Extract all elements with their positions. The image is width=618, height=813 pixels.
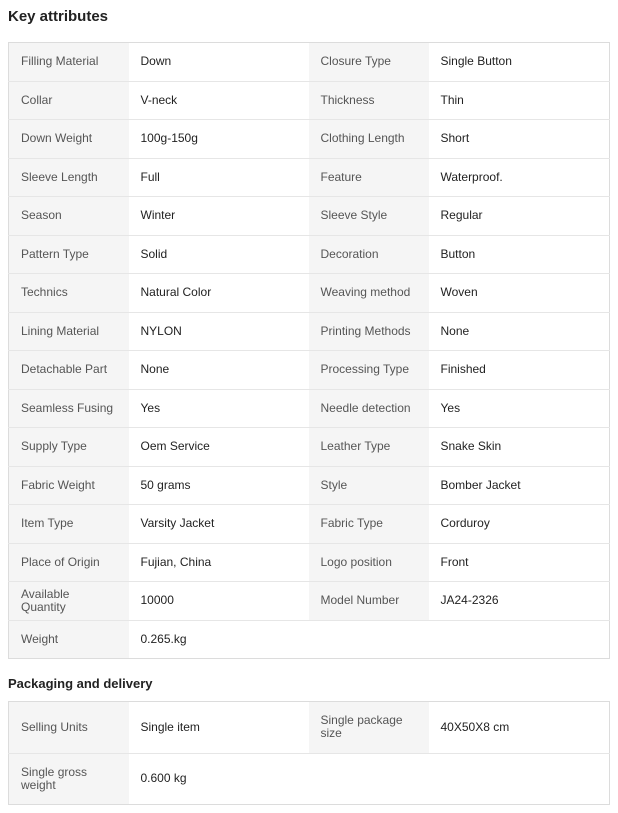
attribute-value: None: [129, 351, 309, 390]
attribute-value: 50 grams: [129, 466, 309, 505]
packaging-heading: Packaging and delivery: [8, 676, 153, 691]
attribute-label: Down Weight: [9, 120, 129, 159]
table-row: [9, 197, 610, 236]
attribute-label: Seamless Fusing: [9, 389, 129, 428]
attribute-value: NYLON: [129, 312, 309, 351]
attribute-label: Decoration: [309, 235, 429, 274]
attribute-label: Lining Material: [9, 312, 129, 351]
table-row: [9, 428, 610, 467]
attribute-value: JA24-2326: [429, 582, 610, 621]
attribute-value: Finished: [429, 351, 610, 390]
empty-cell: [309, 620, 610, 659]
attribute-value: 0.600 kg: [129, 753, 309, 805]
attribute-label: Item Type: [9, 505, 129, 544]
table-row: [9, 235, 610, 274]
attribute-value: V-neck: [129, 81, 309, 120]
attribute-value: Single item: [129, 702, 309, 754]
attribute-value: None: [429, 312, 610, 351]
table-row: [9, 351, 610, 390]
attribute-label: Detachable Part: [9, 351, 129, 390]
attribute-value: Yes: [429, 389, 610, 428]
table-row: [9, 620, 610, 659]
attribute-value: Short: [429, 120, 610, 159]
attribute-label: Weight: [9, 620, 129, 659]
attribute-label: Feature: [309, 158, 429, 197]
table-row: [9, 274, 610, 313]
table-row: [9, 753, 610, 805]
attribute-value: Full: [129, 158, 309, 197]
attribute-label: Fabric Type: [309, 505, 429, 544]
key-attributes-heading: Key attributes: [8, 8, 109, 25]
attribute-label: Sleeve Style: [309, 197, 429, 236]
attribute-value: Single Button: [429, 43, 610, 82]
attribute-label: Leather Type: [309, 428, 429, 467]
attribute-label: Single package size: [309, 702, 429, 754]
attribute-label: Place of Origin: [9, 543, 129, 582]
attribute-value: Down: [129, 43, 309, 82]
attribute-label: Clothing Length: [309, 120, 429, 159]
table-row: [9, 120, 610, 159]
attribute-value: Fujian, China: [129, 543, 309, 582]
attribute-label: Processing Type: [309, 351, 429, 390]
attribute-label: Technics: [9, 274, 129, 313]
attribute-value: Front: [429, 543, 610, 582]
attribute-label: Style: [309, 466, 429, 505]
attribute-label: Collar: [9, 81, 129, 120]
attribute-label: Model Number: [309, 582, 429, 621]
attribute-value: Varsity Jacket: [129, 505, 309, 544]
attribute-value: Oem Service: [129, 428, 309, 467]
attribute-label: Sleeve Length: [9, 158, 129, 197]
attribute-label: Supply Type: [9, 428, 129, 467]
table-row: [9, 158, 610, 197]
attribute-label: Fabric Weight: [9, 466, 129, 505]
attribute-value: Bomber Jacket: [429, 466, 610, 505]
attribute-value: 0.265.kg: [129, 620, 309, 659]
attribute-label: Available Quantity: [9, 582, 129, 621]
attribute-label: Single gross weight: [9, 753, 129, 805]
attribute-value: Thin: [429, 81, 610, 120]
attribute-value: Corduroy: [429, 505, 610, 544]
attribute-label: Weaving method: [309, 274, 429, 313]
attribute-value: Yes: [129, 389, 309, 428]
attribute-value: Natural Color: [129, 274, 309, 313]
attribute-value: Snake Skin: [429, 428, 610, 467]
attribute-label: Season: [9, 197, 129, 236]
attribute-label: Pattern Type: [9, 235, 129, 274]
attribute-value: Regular: [429, 197, 610, 236]
attribute-label: Selling Units: [9, 702, 129, 754]
key-attributes-table: [8, 42, 610, 659]
attribute-value: 40X50X8 cm: [429, 702, 610, 754]
attribute-label: Thickness: [309, 81, 429, 120]
table-row: [9, 582, 610, 621]
table-row: [9, 543, 610, 582]
empty-cell: [309, 753, 610, 805]
table-row: [9, 702, 610, 754]
table-row: [9, 81, 610, 120]
attribute-value: Winter: [129, 197, 309, 236]
table-row: [9, 43, 610, 82]
packaging-table: [8, 701, 610, 805]
table-row: [9, 505, 610, 544]
attribute-label: Logo position: [309, 543, 429, 582]
attribute-value: 10000: [129, 582, 309, 621]
attribute-label: Filling Material: [9, 43, 129, 82]
attribute-value: Waterproof.: [429, 158, 610, 197]
table-row: [9, 312, 610, 351]
attribute-label: Needle detection: [309, 389, 429, 428]
attribute-value: 100g-150g: [129, 120, 309, 159]
table-row: [9, 466, 610, 505]
table-row: [9, 389, 610, 428]
attribute-label: Closure Type: [309, 43, 429, 82]
attribute-label: Printing Methods: [309, 312, 429, 351]
attribute-value: Button: [429, 235, 610, 274]
attribute-value: Solid: [129, 235, 309, 274]
attribute-value: Woven: [429, 274, 610, 313]
